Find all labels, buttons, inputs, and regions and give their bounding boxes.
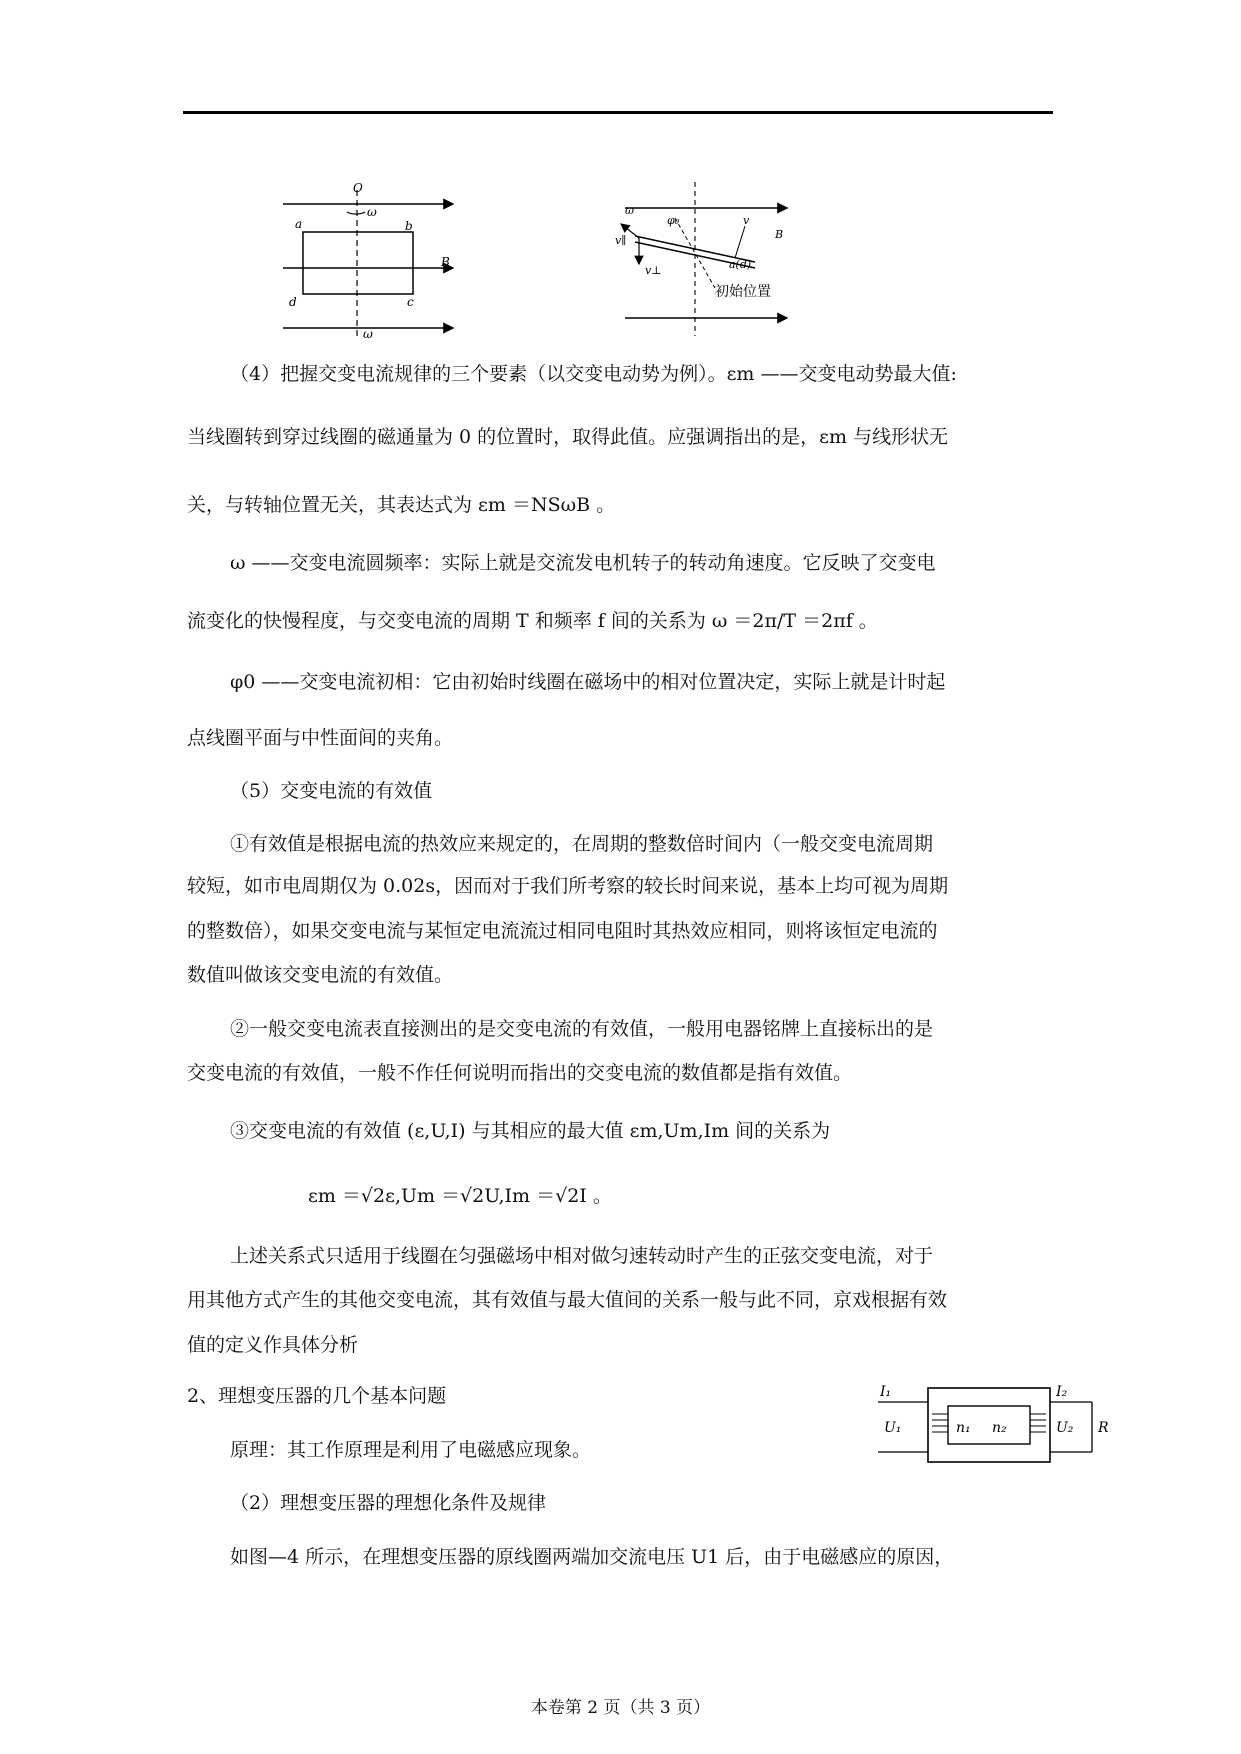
label-initial-position: 初始位置: [715, 284, 771, 300]
label-I1: I₁: [880, 1384, 892, 1400]
label-U1: U₁: [884, 1420, 902, 1436]
label-omega-top: ω: [367, 205, 377, 219]
paragraph: 原理：其工作原理是利用了电磁感应现象。: [230, 1439, 592, 1461]
label-c: c: [407, 295, 414, 309]
label-U2: U₂: [1056, 1420, 1074, 1436]
label-I2: I₂: [1056, 1384, 1068, 1400]
formula: εm ＝√2ε,Um ＝√2U,Im ＝√2I 。: [308, 1185, 612, 1207]
label-B2: B: [775, 228, 784, 241]
label-d: d: [289, 295, 297, 309]
section-heading: （2）理想变压器的理想化条件及规律: [230, 1492, 547, 1514]
section-heading: 2、理想变压器的几个基本问题: [187, 1385, 447, 1407]
section-heading: （5）交变电流的有效值: [230, 780, 433, 802]
paragraph: 当线圈转到穿过线圈的磁通量为 0 的位置时，取得此值。应强调指出的是，εm 与线形状无: [187, 426, 949, 448]
paragraph: 交变电流的有效值，一般不作任何说明而指出的交变电流的数值都是指有效值。: [187, 1062, 853, 1084]
label-o: O: [353, 181, 363, 195]
paragraph: φ0 ——交变电流初相：它由初始时线圈在磁场中的相对位置决定，实际上就是计时起: [230, 671, 946, 693]
label-a: a: [295, 217, 303, 231]
paragraph: 用其他方式产生的其他交变电流，其有效值与最大值间的关系一般与此不同，京戏根据有效: [187, 1289, 948, 1311]
label-B: B: [441, 255, 450, 269]
paragraph: 的整数倍），如果交变电流与某恒定电流流过相同电阻时其热效应相同，则将该恒定电流的: [187, 920, 938, 942]
paragraph: 如图—4 所示，在理想变压器的原线圈两端加交流电压 U1 后，由于电磁感应的原因，: [230, 1546, 954, 1568]
label-phi0: φ₀: [667, 214, 680, 227]
paragraph: 数值叫做该交变电流的有效值。: [187, 964, 454, 986]
coil-rotation-figure: [275, 180, 465, 340]
label-b: b: [405, 219, 413, 233]
page-footer: 本卷第 2 页（共 3 页）: [530, 1698, 711, 1718]
label-omega-bottom: ω: [363, 327, 373, 340]
initial-position-figure: [615, 178, 795, 338]
label-n2: n₂: [992, 1420, 1007, 1436]
paragraph: 值的定义作具体分析: [187, 1334, 359, 1356]
header-rule: [183, 111, 1053, 114]
paragraph: ①有效值是根据电流的热效应来规定的，在周期的整数倍时间内（一般交变电流周期: [230, 833, 934, 855]
paragraph: 点线圈平面与中性面间的夹角。: [187, 727, 454, 749]
label-v-right: v: [743, 214, 750, 227]
paragraph: ③交变电流的有效值 (ε,U,I) 与其相应的最大值 εm,Um,Im 间的关系为: [230, 1120, 831, 1142]
label-v-perp: v⊥: [645, 264, 662, 277]
paragraph: 流变化的快慢程度，与交变电流的周期 T 和频率 f 间的关系为 ω ＝2π/T ＝2πf 。: [187, 610, 878, 632]
label-R: R: [1098, 1420, 1109, 1436]
label-n1: n₁: [956, 1420, 971, 1436]
paragraph: 较短，如市电周期仅为 0.02s，因而对于我们所考察的较长时间来说，基本上均可视为周期: [187, 875, 949, 897]
paragraph: ②一般交变电流表直接测出的是交变电流的有效值，一般用电器铭牌上直接标出的是: [230, 1018, 934, 1040]
label-omega: ω: [625, 204, 634, 217]
label-ad: a(d): [729, 258, 752, 271]
paragraph: 关，与转轴位置无关，其表达式为 εm ＝NSωB 。: [187, 494, 616, 516]
paragraph: ω ——交变电流圆频率：实际上就是交流发电机转子的转动角速度。它反映了交变电: [230, 552, 936, 574]
paragraph: 上述关系式只适用于线圈在匀强磁场中相对做匀速转动时产生的正弦交变电流，对于: [230, 1245, 934, 1267]
paragraph: （4）把握交变电流规律的三个要素（以交变电动势为例）。εm ——交变电动势最大值:: [230, 363, 957, 385]
label-v-left: v∥: [615, 234, 627, 247]
